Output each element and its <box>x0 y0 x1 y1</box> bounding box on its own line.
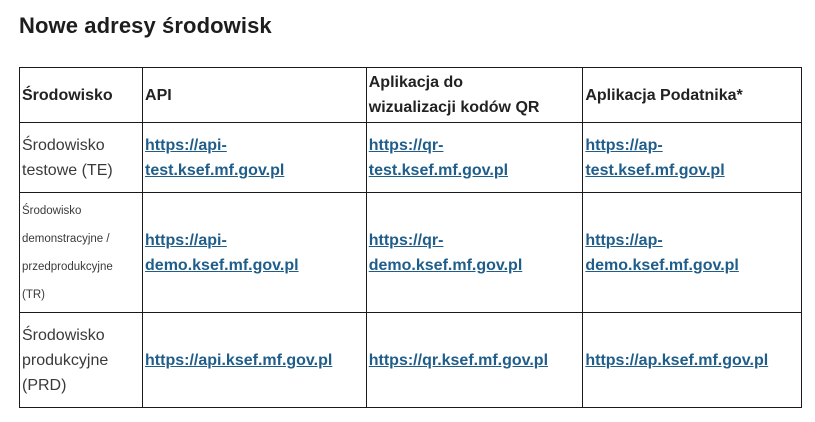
env-name-line1: Środowisko <box>22 326 105 344</box>
qr-cell-prd <box>366 313 583 408</box>
env-name-line3: przedprodukcyjne <box>22 260 113 273</box>
qr-te-link-line1: https://qr- <box>368 136 444 154</box>
env-name-line3: (PRD) <box>22 376 67 394</box>
table-row-prd <box>20 313 802 408</box>
app-te-link-line1: https://ap- <box>585 136 663 154</box>
app-te-link[interactable] <box>585 133 799 183</box>
api-tr-link-line1: https://api- <box>145 231 227 249</box>
api-cell-prd <box>143 313 367 408</box>
table-header-row <box>20 68 802 123</box>
env-name-line2: testowe (TE) <box>22 161 113 179</box>
env-name-line2: demonstracyjne / <box>22 232 110 245</box>
api-prd-link[interactable]: https://api.ksef.mf.gov.pl <box>145 351 333 369</box>
app-te-link-line2: test.ksef.mf.gov.pl <box>585 161 725 179</box>
app-prd-link[interactable]: https://ap.ksef.mf.gov.pl <box>585 351 769 369</box>
app-cell-tr <box>583 193 802 313</box>
qr-cell-te <box>366 123 583 193</box>
header-qr-app-line2: wizualizacji kodów QR <box>368 99 540 116</box>
qr-tr-link-line2: demo.ksef.mf.gov.pl <box>368 256 523 274</box>
table-row-te <box>20 123 802 193</box>
qr-cell-tr <box>366 193 583 313</box>
api-te-link-line2: test.ksef.mf.gov.pl <box>145 161 285 179</box>
header-qr-app-line1: Aplikacja do <box>368 74 463 91</box>
env-name-line4: (TR) <box>22 288 45 301</box>
api-tr-link[interactable] <box>145 228 364 278</box>
api-te-link[interactable] <box>145 133 364 183</box>
app-tr-link-line2: demo.ksef.mf.gov.pl <box>585 256 739 274</box>
environments-table <box>19 67 802 408</box>
app-tr-link-line1: https://ap- <box>585 231 663 249</box>
header-api: API <box>143 68 367 123</box>
qr-prd-link[interactable]: https://qr.ksef.mf.gov.pl <box>368 351 549 369</box>
header-taxpayer-app: Aplikacja Podatnika* <box>583 68 802 123</box>
env-name-line2: produkcyjne <box>22 351 109 369</box>
api-cell-tr <box>143 193 367 313</box>
qr-te-link-line2: test.ksef.mf.gov.pl <box>368 161 509 179</box>
qr-tr-link-line1: https://qr- <box>368 231 444 249</box>
header-qr-app <box>366 68 583 123</box>
env-name-line1: Środowisko <box>22 136 105 154</box>
env-cell-prd <box>20 313 143 408</box>
qr-tr-link[interactable] <box>369 228 581 278</box>
app-cell-te <box>583 123 802 193</box>
api-tr-link-line2: demo.ksef.mf.gov.pl <box>145 256 299 274</box>
api-cell-te <box>143 123 367 193</box>
page-title: Nowe adresy środowisk <box>19 13 272 38</box>
app-tr-link[interactable] <box>585 228 799 278</box>
header-environment: Środowisko <box>20 68 143 123</box>
app-cell-prd <box>583 313 802 408</box>
qr-te-link[interactable] <box>369 133 581 183</box>
table-row-tr <box>20 193 802 313</box>
env-cell-tr <box>20 193 143 313</box>
env-name-line1: Środowisko <box>22 204 82 217</box>
api-te-link-line1: https://api- <box>145 136 227 154</box>
env-cell-te <box>20 123 143 193</box>
